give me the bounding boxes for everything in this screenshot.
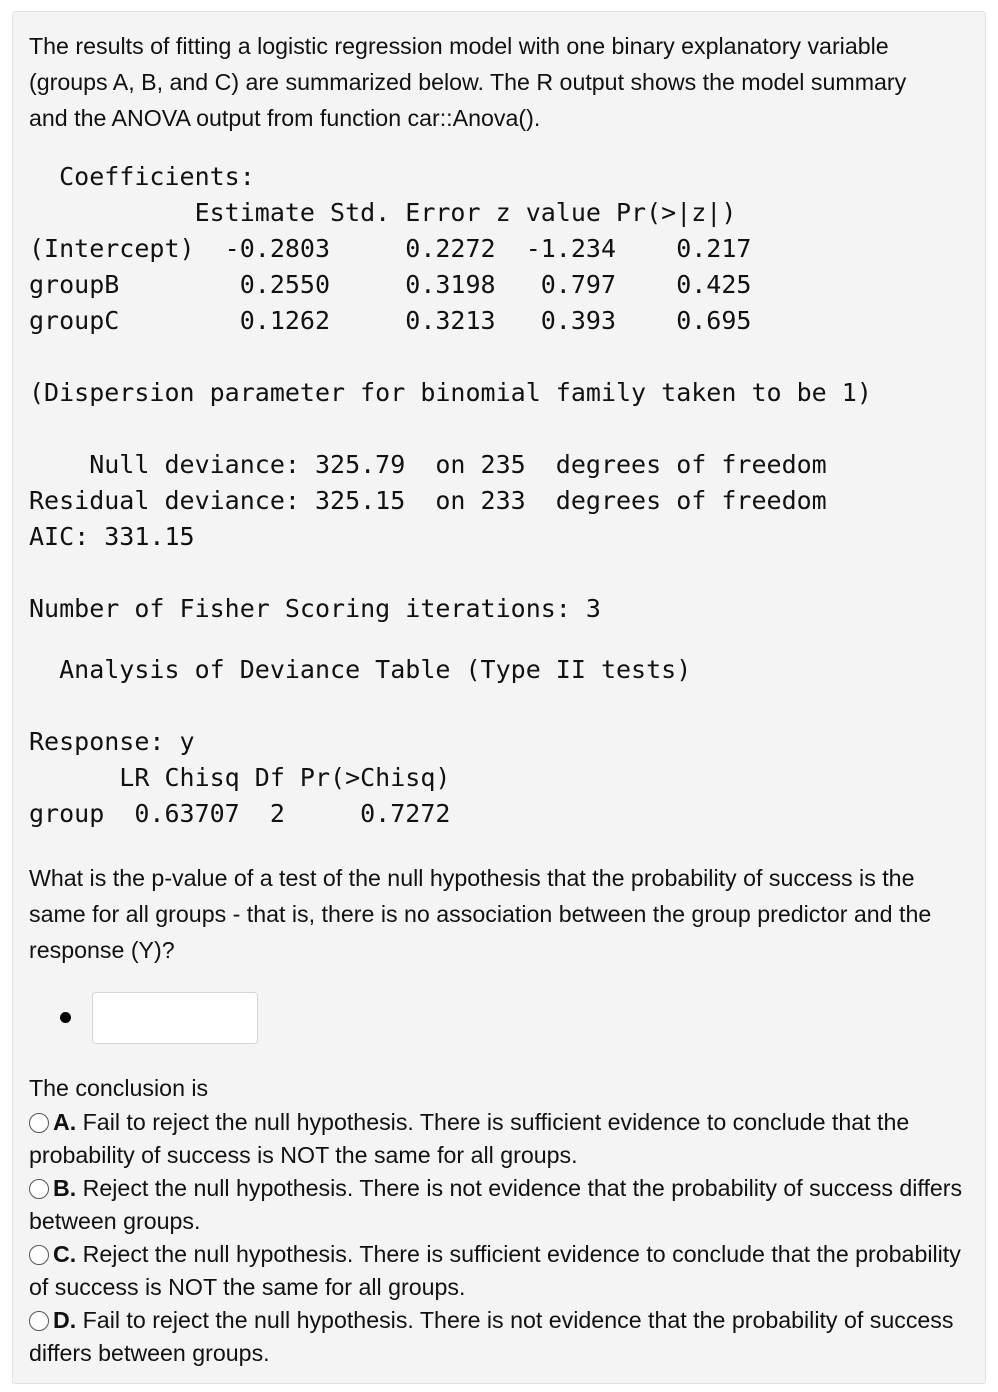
option-letter: C. bbox=[53, 1241, 77, 1267]
option-d[interactable] bbox=[29, 1304, 964, 1370]
conclusion-label: The conclusion is bbox=[29, 1075, 209, 1101]
dispersion-note: (Dispersion parameter for binomial family taken to be 1) bbox=[29, 378, 872, 407]
option-text: Reject the null hypothesis. There is sufficient evidence to conclude that the probability of success is NOT the same for all groups. bbox=[29, 1241, 961, 1300]
radio-button-c[interactable] bbox=[29, 1245, 49, 1265]
fisher-iterations: Number of Fisher Scoring iterations: 3 bbox=[29, 594, 601, 623]
question-text: What is the p-value of a test of the null hypothesis that the probability of success is the same for all groups - that is, there is no association between the group predictor and the response (Y)? bbox=[29, 865, 932, 963]
p-value-input[interactable] bbox=[92, 992, 258, 1044]
option-letter: D. bbox=[53, 1307, 77, 1333]
option-text: Fail to reject the null hypothesis. There is sufficient evidence to conclude that the probability of success is NOT the same for all groups. bbox=[29, 1109, 910, 1168]
option-text: Reject the null hypothesis. There is not evidence that the probability of success differs between groups. bbox=[29, 1175, 963, 1234]
intro-text: The results of fitting a logistic regression model with one binary explanatory variable (groups A, B, and C) are summarized below. The R output shows the model summary and the ANOVA output from function car::Anova(). bbox=[29, 33, 907, 131]
radio-button-a[interactable] bbox=[29, 1113, 49, 1133]
option-letter: A. bbox=[53, 1109, 77, 1135]
conclusion-options bbox=[29, 1106, 964, 1370]
option-c[interactable] bbox=[29, 1238, 964, 1304]
option-b[interactable] bbox=[29, 1172, 964, 1238]
option-a[interactable] bbox=[29, 1106, 964, 1172]
bullet-icon bbox=[60, 1012, 71, 1023]
option-text: Fail to reject the null hypothesis. There is not evidence that the probability of success differs between groups. bbox=[29, 1307, 954, 1366]
option-letter: B. bbox=[53, 1175, 77, 1201]
anova-table: Response: y LR Chisq Df Pr(>Chisq) group 0.63707 2 0.7272 bbox=[29, 727, 451, 828]
radio-button-b[interactable] bbox=[29, 1179, 49, 1199]
coefficients-table: Coefficients: Estimate Std. Error z value Pr(>|z|) (Intercept) -0.2803 0.2272 -1.234 0.217 groupB 0.2550 0.3198 0.797 0.425 groupC 0.1262 0.3213 0.393 0.695 bbox=[29, 162, 752, 335]
deviance-summary: Null deviance: 325.79 on 235 degrees of freedom Residual deviance: 325.15 on 233 degrees of freedom AIC: 331.15 bbox=[29, 450, 827, 551]
anova-title: Analysis of Deviance Table (Type II tests) bbox=[29, 655, 692, 684]
radio-button-d[interactable] bbox=[29, 1311, 49, 1331]
